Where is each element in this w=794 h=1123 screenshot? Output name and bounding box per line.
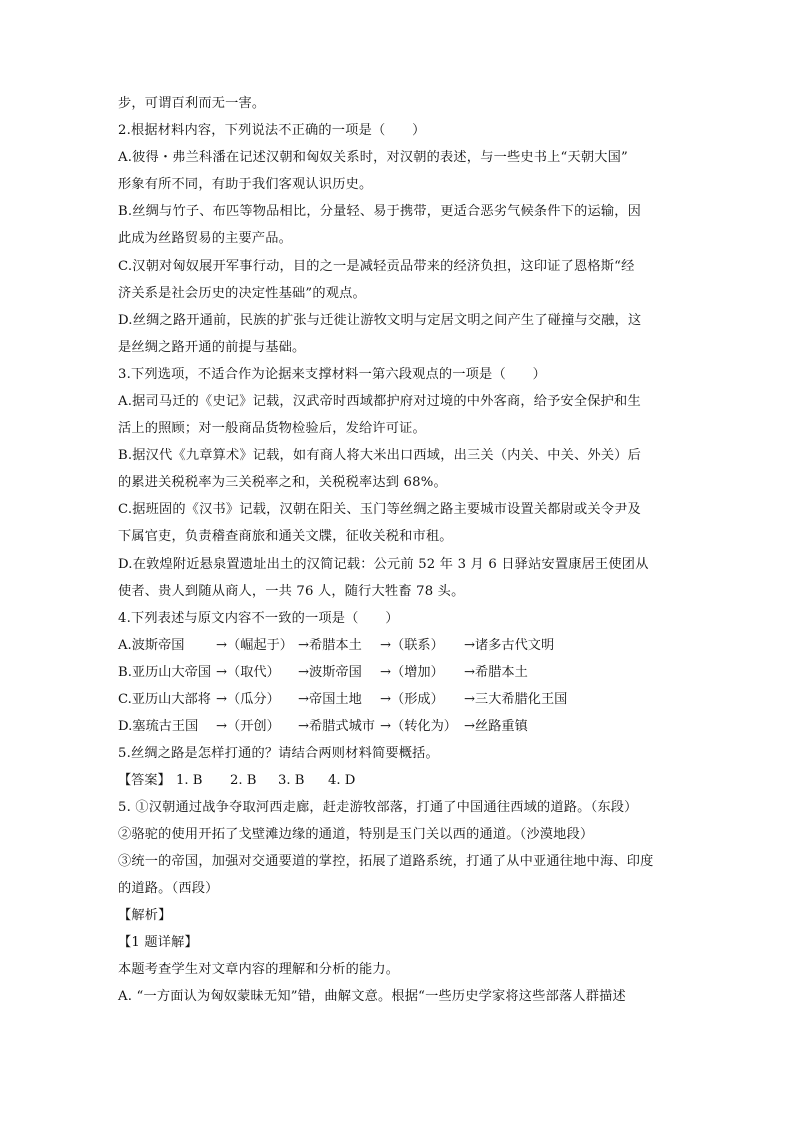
- answer-5-line1: 5. ①汉朝通过战争夺取河西走廊，赶走游牧部落，打通了中国通往西域的道路。（东段）: [118, 800, 638, 815]
- q3-option-d-line2: 使者、贵人到随从商人，一共 76 人，随行大牲畜 78 头。: [118, 584, 465, 599]
- q4-cell: A.波斯帝国: [118, 638, 185, 653]
- answer-label: 【答案】: [118, 773, 171, 788]
- q2-option-a-line2: 形象有所不同，有助于我们客观认识历史。: [118, 177, 373, 192]
- q4-cell: →（取代）: [216, 665, 280, 680]
- q2-option-b-line1: B.丝绸与竹子、布匹等物品相比，分量轻、易于携带，更适合恶劣气候条件下的运输，因: [118, 204, 642, 219]
- q2-option-b-line2: 此成为丝路贸易的主要产品。: [118, 231, 293, 246]
- q4-cell: →（转化为）: [380, 719, 457, 734]
- q2-option-a-line1: A.彼得・弗兰科潘在记述汉朝和匈奴关系时，对汉朝的表述，与一些史书上“天朝大国”: [118, 150, 628, 165]
- q4-cell: →（崛起于）: [216, 638, 293, 653]
- q4-cell: →（联系）: [380, 638, 444, 653]
- q3-option-b-line2: 的累进关税税率为三关税率之和，关税税率达到 68%。: [118, 475, 447, 490]
- q4-cell: C.亚历山大部将: [118, 692, 211, 707]
- q4-cell: →（瓜分）: [216, 692, 280, 707]
- q4-cell: →帝国土地: [298, 692, 362, 707]
- q4-cell: →希腊式城市: [298, 719, 375, 734]
- q4-cell: D.塞琉古王国: [118, 719, 199, 734]
- q1-detail-heading: 【1 题详解】: [118, 935, 198, 950]
- q4-cell: B.亚历山大帝国: [118, 665, 212, 680]
- q4-cell: →（开创）: [216, 719, 280, 734]
- answer-item: 1. B: [176, 773, 203, 788]
- analysis-text: 本题考查学生对文章内容的理解和分析的能力。: [118, 962, 400, 977]
- q4-cell: →希腊本土: [464, 665, 528, 680]
- answer-5-line2: ②骆驼的使用开拓了戈壁滩边缘的通道，特别是玉门关以西的通道。（沙漠地段）: [118, 827, 594, 842]
- answer-item: 2. B: [230, 773, 257, 788]
- q2-option-d-line1: D.丝绸之路开通前，民族的扩张与迁徙让游牧文明与定居文明之间产生了碰撞与交融，这: [118, 313, 642, 328]
- answer-5-line3: ③统一的帝国，加强对交通要道的掌控，拓展了道路系统，打通了从中亚通往地中海、印度: [118, 854, 654, 869]
- q3-option-c-line1: C.据班固的《汉书》记载，汉朝在阳关、玉门等丝绸之路主要城市设置关都尉或关令尹及: [118, 502, 641, 517]
- analysis-text: A. “一方面认为匈奴蒙昧无知”错，曲解文意。根据“一些历史学家将这些部落人群描述: [118, 989, 626, 1004]
- question-2-stem: 2.根据材料内容，下列说法不正确的一项是（ ）: [118, 123, 426, 138]
- q2-option-c-line2: 济关系是社会历史的决定性基础”的观点。: [118, 286, 366, 301]
- q3-option-b-line1: B.据汉代《九章算术》记载，如有商人将大米出口西域，出三关（内关、中关、外关）后: [118, 448, 642, 463]
- q4-cell: →（形成）: [380, 692, 444, 707]
- q4-cell: →希腊本土: [298, 638, 362, 653]
- q3-option-a-line2: 活上的照顾；对一般商品货物检验后，发给许可证。: [118, 421, 426, 436]
- q3-option-c-line2: 下属官吏，负责稽查商旅和通关文牒，征收关税和市租。: [118, 529, 453, 544]
- q4-cell: →（增加）: [380, 665, 444, 680]
- q4-cell: →诸多古代文明: [464, 638, 555, 653]
- answer-item: 4. D: [328, 773, 356, 788]
- question-5-stem: 5.丝绸之路是怎样打通的？请结合两则材料简要概括。: [118, 746, 439, 761]
- q3-option-a-line1: A.据司马迁的《史记》记载，汉武帝时西域都护府对过境的中外客商，给予安全保护和生: [118, 394, 641, 409]
- answer-5-line4: 的道路。（西段）: [118, 881, 219, 896]
- q2-option-c-line1: C.汉朝对匈奴展开军事行动，目的之一是减轻贡品带来的经济负担，这印证了恩格斯“经: [118, 259, 635, 274]
- text-line: 步，可谓百利而无一害。: [118, 96, 266, 111]
- question-4-stem: 4.下列表述与原文内容不一致的一项是（ ）: [118, 611, 399, 626]
- question-3-stem: 3.下列选项，不适合作为论据来支撑材料一第六段观点的一项是（ ）: [118, 367, 546, 382]
- analysis-heading: 【解析】: [118, 908, 172, 923]
- q3-option-d-line1: D.在敦煌附近悬泉置遗址出土的汉简记载：公元前 52 年 3 月 6 日驿站安置康居王使团从: [118, 557, 649, 572]
- q4-cell: →丝路重镇: [464, 719, 528, 734]
- answer-item: 3. B: [278, 773, 305, 788]
- q4-cell: →波斯帝国: [298, 665, 362, 680]
- q2-option-d-line2: 是丝绸之路开通的前提与基础。: [118, 340, 306, 355]
- q4-cell: →三大希腊化王国: [464, 692, 568, 707]
